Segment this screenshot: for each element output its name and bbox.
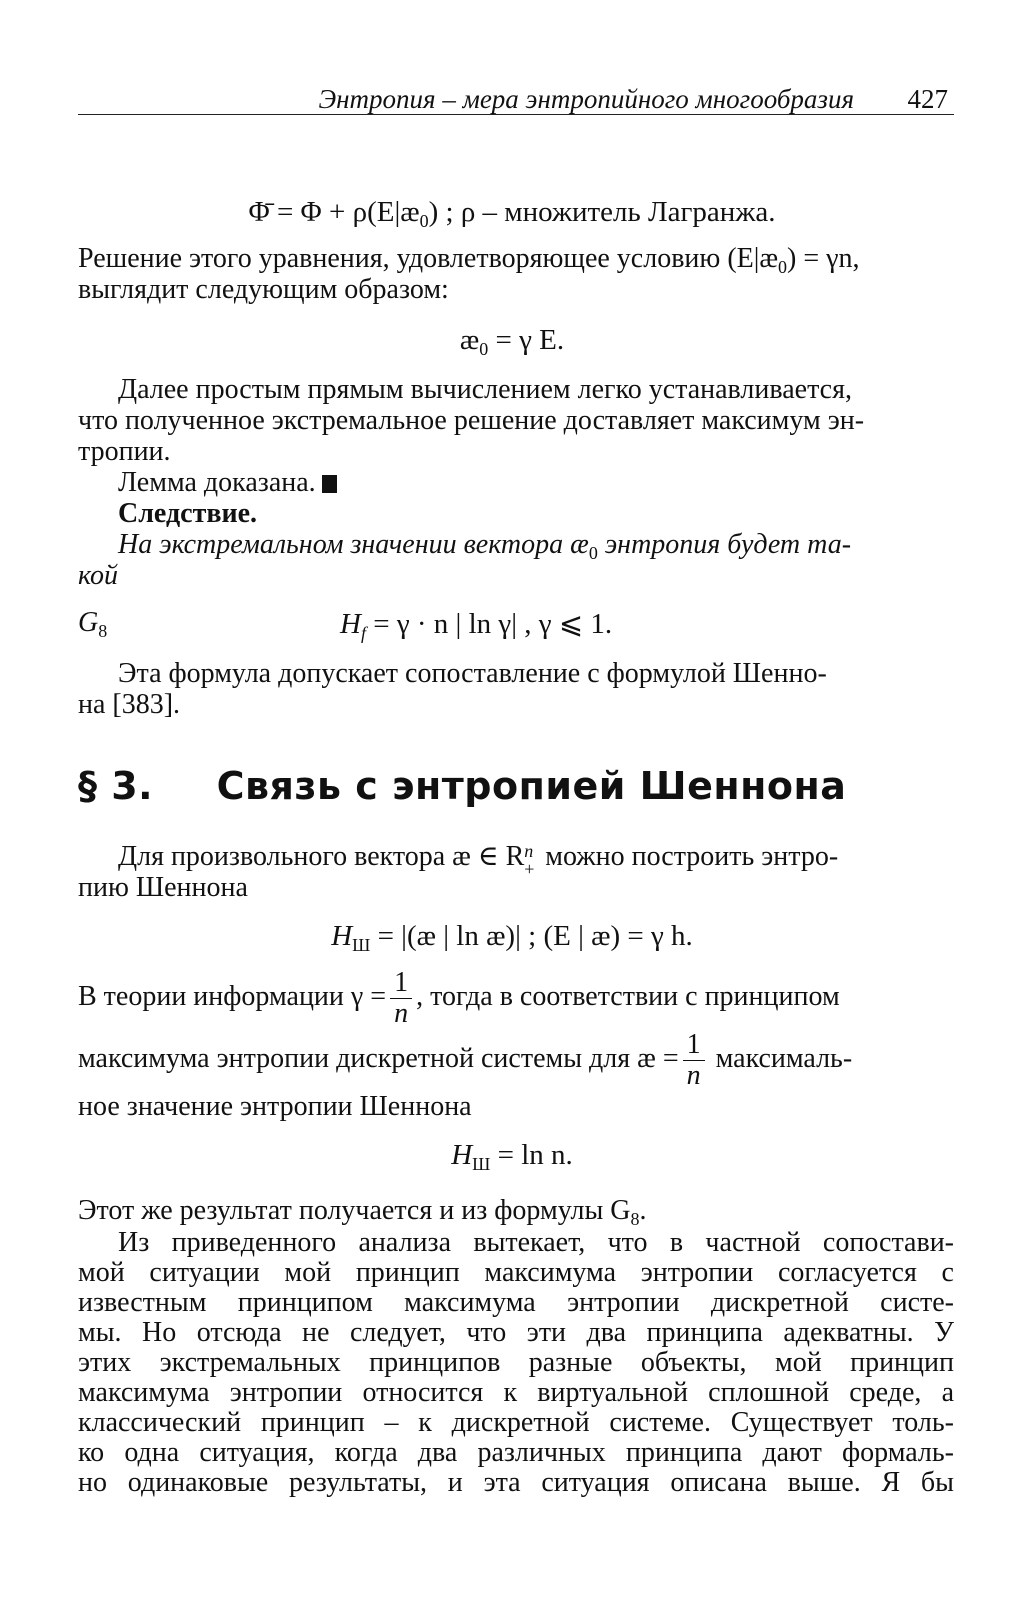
section-heading	[78, 764, 846, 808]
equation-solution-rhs: = γ E.	[488, 324, 565, 356]
corollary-line2: кой	[78, 560, 119, 591]
corollary-text1-end: энтропия будет та-	[597, 529, 852, 560]
formula-label-g8-sub: 8	[98, 621, 108, 641]
paragraph-computation-line2: что полученное экстремальное решение доставляет максимум эн-	[78, 405, 865, 436]
lemma-proved	[118, 468, 337, 498]
paragraph-analysis-line: мой ситуации мой принцип максимума энтропии согласуется с	[78, 1258, 954, 1288]
paragraph-information-theory-text2: максимума энтропии дискретной системы для æ =	[78, 1042, 679, 1074]
qed-square-icon	[322, 475, 337, 493]
equation-g8-sub: f	[360, 623, 366, 643]
equation-solution-sub: 0	[479, 339, 489, 359]
paragraph-analysis-line: ко одна ситуация, когда два различных принципа дают формаль-	[78, 1438, 954, 1468]
paragraph-arbitrary-vector-text1: Для произвольного вектора æ ∈ R	[118, 841, 525, 872]
section-number: § 3.	[78, 764, 154, 808]
equation-solution	[0, 324, 1024, 360]
paragraph-arbitrary-vector-line1	[118, 841, 839, 879]
rn-subscript: +	[524, 859, 535, 879]
equation-g8	[340, 606, 612, 644]
equation-shannon-sub: Ш	[352, 935, 371, 955]
paragraph-analysis-line: мы. Но отсюда не следует, что эти два принципа адекватны. У	[78, 1318, 954, 1348]
equation-ln-n-sub: Ш	[472, 1154, 491, 1174]
paragraph-same-result-end: .	[639, 1195, 647, 1226]
paragraph-information-theory-line1	[78, 968, 840, 1029]
formula-label-g8	[78, 608, 107, 646]
running-header	[78, 80, 954, 115]
equation-shannon-lhs: H	[331, 920, 353, 952]
paragraph-analysis-line: этих экстремальных принципов разные объекты, мой принцип	[78, 1348, 954, 1378]
paragraph-information-theory-text1: В теории информации γ =	[78, 980, 387, 1012]
paragraph-analysis-line: Из приведенного анализа вытекает, что в частной сопостави-	[118, 1228, 954, 1258]
fraction-denominator: n	[394, 998, 409, 1029]
corollary-sub: 0	[588, 543, 598, 563]
paragraph-same-result-text: Этот же результат получается и из формулы G	[78, 1195, 631, 1226]
paragraph-analysis-line: классический принцип – к дискретной системе. Существует толь-	[78, 1408, 954, 1438]
equation-lagrange-rhs: ) ; ρ – множитель Лагранжа.	[428, 196, 776, 228]
paragraph-same-result-sub: 8	[630, 1209, 640, 1229]
rn-superscript: n	[524, 841, 534, 861]
equation-solution-lhs: æ	[459, 324, 480, 356]
formula-label-g8-text: G	[78, 607, 99, 638]
equation-lagrange	[0, 196, 1024, 232]
paragraph-solution-line2: выглядит следующим образом:	[78, 274, 449, 305]
equation-ln-n-lhs: H	[451, 1139, 473, 1171]
equation-lagrange-sub: 0	[419, 211, 429, 231]
equation-g8-rhs: = γ · n | ln γ| , γ ⩽ 1.	[365, 608, 613, 640]
equation-shannon-rhs: = |(æ | ln æ)| ; (E | æ) = γ h.	[370, 920, 693, 952]
paragraph-analysis	[78, 1228, 954, 1498]
paragraph-computation-line3: тропии.	[78, 436, 171, 467]
running-header-title: Энтропия – мера энтропийного многообразия	[318, 84, 854, 114]
section-title: Связь с энтропией Шеннона	[216, 764, 847, 808]
fraction-one-over-n-2	[683, 1030, 705, 1091]
page-number: 427	[907, 84, 948, 114]
corollary-label: Следствие.	[118, 498, 258, 529]
paragraph-analysis-line: но одинаковые результаты, и эта ситуация описана выше. Я бы	[78, 1468, 954, 1498]
paragraph-analysis-line: максимума энтропии относится к виртуальной сплошной среде, а	[78, 1378, 954, 1408]
fraction-numerator-2: 1	[683, 1030, 705, 1061]
fraction-numerator: 1	[390, 968, 412, 999]
equation-ln-n-rhs: = ln n.	[490, 1139, 573, 1171]
paragraph-information-theory-text2-end: максималь-	[708, 1042, 853, 1074]
corollary-text1: На экстремальном значении вектора æ	[118, 529, 589, 560]
paragraph-computation-line1: Далее простым прямым вычислением легко устанавливается,	[118, 374, 852, 405]
equation-ln-n	[0, 1139, 1024, 1175]
paragraph-shannon-compare-line1: Эта формула допускает сопоставление с формулой Шенно-	[118, 658, 827, 689]
equation-lagrange-lhs: Φ̄ = Φ + ρ(E|æ	[248, 196, 420, 228]
paragraph-information-theory-text1-end: , тогда в соответствии с принципом	[416, 980, 840, 1012]
fraction-one-over-n	[390, 968, 412, 1029]
lemma-proved-text: Лемма доказана.	[118, 467, 316, 498]
paragraph-solution-sub: 0	[778, 257, 788, 277]
equation-g8-lhs: H	[340, 608, 361, 640]
paragraph-arbitrary-vector-line2: пию Шеннона	[78, 872, 248, 903]
paragraph-shannon-compare-line2: на [383].	[78, 689, 181, 720]
equation-shannon	[0, 920, 1024, 956]
corollary-line1	[118, 530, 851, 568]
paragraph-arbitrary-vector-text1-end: можно построить энтро-	[538, 841, 839, 872]
paragraph-information-theory-line3: ное значение энтропии Шеннона	[78, 1091, 472, 1122]
paragraph-analysis-line: известным принципом максимума энтропии дискретной систе-	[78, 1288, 954, 1318]
paragraph-solution-text1: Решение этого уравнения, удовлетворяющее условию (E|æ	[78, 243, 779, 274]
paragraph-information-theory-line2	[78, 1030, 852, 1091]
paragraph-solution-text1-end: ) = γn,	[787, 243, 860, 274]
fraction-denominator-2: n	[686, 1060, 701, 1091]
